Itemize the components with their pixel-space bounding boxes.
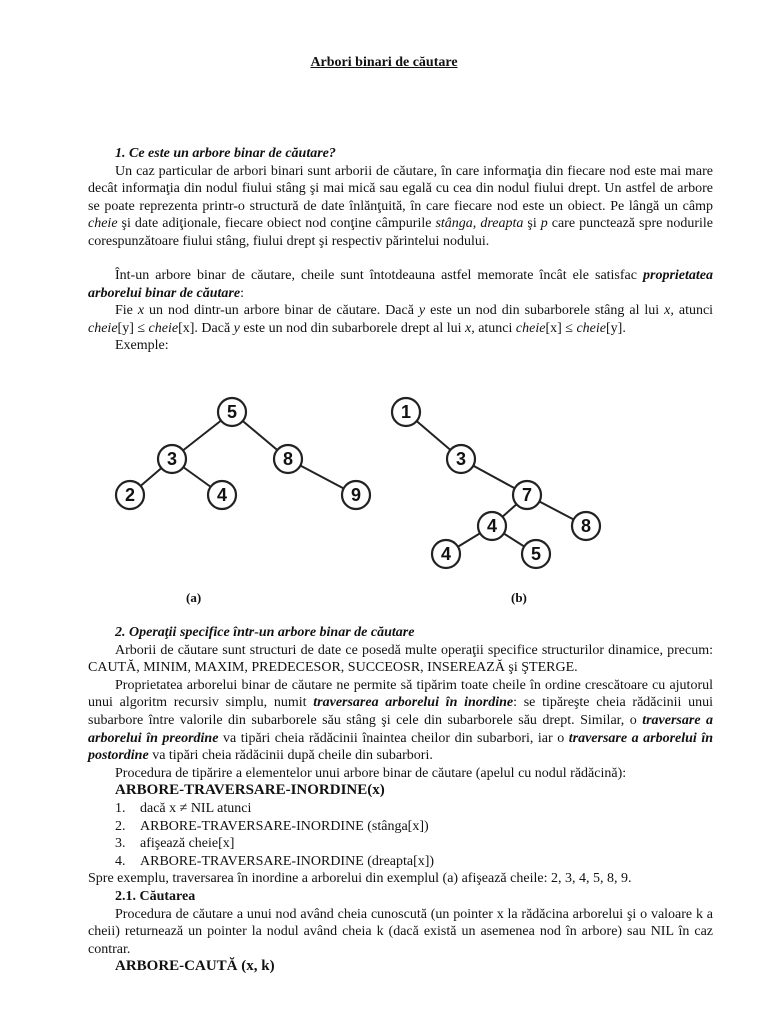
procedure-title: ARBORE-TRAVERSARE-INORDINE(x)	[115, 782, 385, 799]
procedure-steps	[88, 800, 713, 870]
examples-label: Exemple:	[115, 338, 169, 354]
bst-figure	[100, 388, 620, 588]
section-2-paragraph-1: Arborii de căutare sunt structuri de date ce posedă multe operaţii specifice structurilor dinamice, precum: CAUTĂ, MINIM, MAXIM, PREDECESOR, SUCCEOSR, INSEREAZĂ şi ŞTERGE.	[88, 642, 713, 676]
procedure-step: 2. ARBORE-TRAVERSARE-INORDINE (stânga[x])	[115, 818, 429, 834]
subsection-heading: 2.1. Căutarea	[115, 888, 196, 904]
search-procedure-title: ARBORE-CAUTĂ (x, k)	[115, 958, 275, 975]
tree-b-label: 5	[530, 544, 542, 564]
procedure-step: 3. afişează cheie[x]	[115, 836, 235, 852]
section-2-heading: 2. Operaţii specifice într-un arbore binar de căutare	[115, 625, 415, 640]
section-1-paragraph-1: Un caz particular de arbori binari sunt arborii de căutare, în care informaţia din fiecare nod este mai mare decât informaţia din nodul fiului stâng şi mai mică sau egală cu cea din nodul fiului drept. Un astfel de arbore se poate reprezenta printr-o structură de date înlănţuită, în care fiecare nod este un obiect. Pe lângă un câmp cheie şi date adiţionale, fiecare obiect nod conţine câmpurile stânga, dreapta şi p care punctează spre nodurile corespunzătoare fiului stâng, fiului drept şi respectiv părintelui nodului.	[88, 163, 714, 249]
figure-label-a: (a)	[186, 590, 202, 605]
search-paragraph: Procedura de căutare a unui nod având cheia cunoscută (un pointer x la rădăcina arborelui şi o valoare k a cheii) returnează un pointer la nodul având cheia k (dacă există un asemenea nod în arbore) sau NIL în caz contrar.	[88, 906, 713, 957]
figure-label-b: (b)	[511, 590, 527, 605]
tree-a-label: 4	[216, 485, 228, 505]
tree-b-label: 1	[400, 402, 412, 422]
tree-b-label: 3	[455, 449, 467, 469]
tree-a-label: 8	[282, 449, 294, 469]
traversal-example: Spre exemplu, traversarea în inordine a arborelui din exemplul (a) afişează cheile: 2, 3, 4, 5, 8, 9.	[88, 871, 632, 887]
section-1-heading: 1. Ce este un arbore binar de căutare?	[115, 146, 336, 161]
section-2	[88, 624, 713, 976]
tree-b-label: 7	[521, 485, 533, 505]
section-1-paragraph-3: Fie x un nod dintr-un arbore binar de căutare. Dacă y este un nod din subarborele stâng al lui x, atunci cheie[y] ≤ cheie[x]. Dacă y este un nod din subarborele drept al lui x, atunci cheie[x] ≤ cheie[y].	[88, 303, 714, 336]
section-1-paragraph-2: Înt-un arbore binar de căutare, cheile sunt întotdeauna astfel memorate încât ele satisfac proprietatea arborelui binar de căutare: Fie x un nod dintr-un arbore binar de căutare. Dacă y este un nod din subarborele stâng al lui x, atunci cheie[y] ≤ cheie[x]. Dacă y este un nod din subarborele drept al lui x, atunci cheie[x] ≤ cheie[y]. Exemple:	[88, 268, 714, 354]
tree-b-label: 4	[486, 516, 498, 536]
section-2-paragraph-2: Proprietatea arborelui binar de căutare ne permite să tipărim toate cheile în ordine crescătoare cu ajutorul unui algoritm recursiv simplu, numit traversarea arborelui în inordine: se tipăreşte cheia rădăcinii unui subarbore între valorile din subarborele său stâng şi cele din subarborele său drept. Similar, o traversare a arborelui în preordine va tipări cheia rădăcinii înaintea cheilor din subarbori, iar o traversare a arborelui în postordine va tipări cheia rădăcinii după cheile din subarbori.	[88, 677, 714, 764]
procedure-step: 1. dacă x ≠ NIL atunci	[115, 800, 252, 816]
tree-a-label: 2	[124, 485, 136, 505]
tree-a-label: 9	[350, 485, 362, 505]
procedure-step: 4. ARBORE-TRAVERSARE-INORDINE (dreapta[x])	[115, 853, 435, 869]
page-title: Arbori binari de căutare	[310, 55, 458, 70]
tree-b-label: 4	[440, 544, 452, 564]
tree-a-label: 5	[226, 402, 238, 422]
section-2-paragraph-3: Procedura de tipărire a elementelor unui arbore binar de căutare (apelul cu nodul rădăcină):	[115, 765, 627, 781]
section-1	[88, 145, 713, 251]
tree-b-label: 8	[580, 516, 592, 536]
tree-a-label: 3	[166, 449, 178, 469]
